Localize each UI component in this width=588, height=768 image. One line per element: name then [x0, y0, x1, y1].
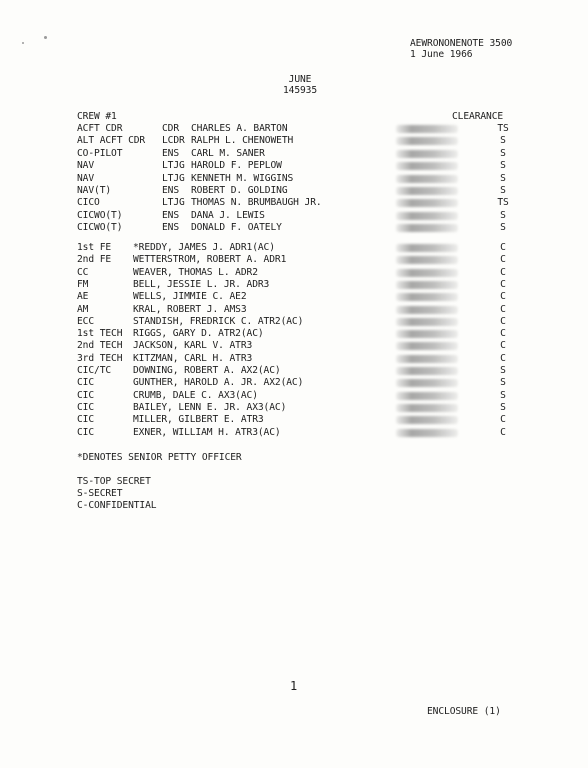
clearance-code: C [500, 266, 506, 278]
redacted-field [396, 212, 458, 220]
redacted-field [396, 244, 458, 252]
clearance-code: C [500, 242, 506, 253]
clearance-code: S [500, 160, 506, 172]
redacted-field [396, 269, 458, 277]
crew-name: ROBERT D. GOLDING [191, 185, 288, 196]
clearance-code: S [500, 377, 506, 389]
crew-billet: CIC [77, 377, 95, 389]
crew-name: WEAVER, THOMAS L. ADR2 [133, 266, 258, 278]
crew-rank: LTJG [162, 197, 185, 209]
redacted-field [396, 293, 458, 301]
redacted-field [396, 187, 458, 195]
redacted-field [396, 137, 458, 145]
redacted-field [396, 416, 458, 424]
redacted-field [396, 175, 458, 183]
crew-billet: ACFT CDR [77, 123, 123, 134]
crew-billet: CO-PILOT [77, 147, 123, 159]
crew-rank: LTJG [162, 172, 185, 184]
paper-speck [22, 42, 24, 44]
redacted-field [396, 162, 458, 170]
crew-name: STANDISH, FREDRICK C. ATR2(AC) [133, 315, 304, 327]
clearance-code: C [500, 340, 506, 352]
redacted-field [396, 281, 458, 289]
clearance-code: C [500, 291, 506, 303]
clearance-code: TS [497, 197, 509, 209]
paper-speck [44, 36, 47, 39]
crew-billet: ECC [77, 315, 95, 327]
crew-name: CHARLES A. BARTON [191, 123, 288, 134]
clearance-code: C [500, 426, 506, 438]
redacted-field [396, 256, 458, 264]
redacted-field [396, 392, 458, 400]
crew-heading: CREW #1 [77, 111, 117, 122]
crew-name: CARL M. SANER [191, 147, 265, 159]
redacted-field [396, 125, 458, 133]
clearance-code: C [500, 303, 506, 315]
redacted-field [396, 199, 458, 207]
legend-item: C-CONFIDENTIAL [77, 500, 157, 511]
clearance-code: C [500, 352, 506, 364]
crew-name: JACKSON, KARL V. ATR3 [133, 340, 253, 352]
redacted-field [396, 224, 458, 232]
crew-name: BAILEY, LENN E. JR. AX3(AC) [133, 401, 287, 413]
crew-billet: AM [77, 303, 89, 315]
clearance-code: S [500, 172, 506, 184]
crew-name: HAROLD F. PEPLOW [191, 160, 282, 172]
crew-billet: CIC [77, 389, 95, 401]
crew-billet: 2nd TECH [77, 340, 123, 352]
document-reference: AEWRONONENOTE 3500 [410, 38, 513, 49]
crew-rank: ENS [162, 185, 180, 196]
crew-name: CRUMB, DALE C. AX3(AC) [133, 389, 258, 401]
redacted-field [396, 379, 458, 387]
legend-item: S-SECRET [77, 488, 123, 499]
month-heading: JUNE [288, 74, 312, 85]
crew-name: DONALD F. OATELY [191, 222, 282, 234]
clearance-code: C [500, 414, 506, 426]
crew-billet: 3rd TECH [77, 352, 123, 364]
crew-billet: CIC/TC [77, 365, 112, 376]
crew-name: GUNTHER, HAROLD A. JR. AX2(AC) [133, 377, 304, 389]
crew-rank: ENS [162, 147, 180, 159]
clearance-code: S [500, 365, 506, 376]
crew-billet: 2nd FE [77, 254, 112, 266]
clearance-code: C [500, 328, 506, 340]
legend-item: TS-TOP SECRET [77, 476, 151, 487]
crew-name: KENNETH M. WIGGINS [191, 172, 294, 184]
crew-rank: CDR [162, 123, 180, 134]
crew-name: BELL, JESSIE L. JR. ADR3 [133, 278, 270, 290]
clearance-code: S [500, 147, 506, 159]
crew-name: WELLS, JIMMIE C. AE2 [133, 291, 247, 303]
crew-name: DANA J. LEWIS [191, 209, 265, 221]
crew-billet: NAV(T) [77, 185, 112, 196]
clearance-code: S [500, 401, 506, 413]
crew-name: KITZMAN, CARL H. ATR3 [133, 352, 253, 364]
crew-billet: 1st TECH [77, 328, 123, 340]
redacted-field [396, 429, 458, 437]
crew-rank: ENS [162, 222, 180, 234]
aircraft-number: 145935 [282, 85, 318, 96]
clearance-code: C [500, 254, 506, 266]
footnote: *DENOTES SENIOR PETTY OFFICER [77, 452, 242, 463]
redacted-field [396, 355, 458, 363]
crew-name: RALPH L. CHENOWETH [191, 135, 294, 147]
clearance-heading: CLEARANCE [452, 111, 504, 122]
crew-billet: FM [77, 278, 89, 290]
crew-billet: 1st FE [77, 242, 112, 253]
redacted-field [396, 342, 458, 350]
redacted-field [396, 318, 458, 326]
crew-billet: NAV [77, 160, 95, 172]
crew-rank: ENS [162, 209, 180, 221]
crew-billet: CIC [77, 401, 95, 413]
crew-billet: CICWO(T) [77, 209, 123, 221]
crew-name: KRAL, ROBERT J. AMS3 [133, 303, 247, 315]
crew-rank: LTJG [162, 160, 185, 172]
crew-billet: ALT ACFT CDR [77, 135, 146, 147]
crew-name: WETTERSTROM, ROBERT A. ADR1 [133, 254, 287, 266]
redacted-field [396, 367, 458, 375]
crew-billet: NAV [77, 172, 95, 184]
clearance-code: S [500, 185, 506, 196]
crew-name: THOMAS N. BRUMBAUGH JR. [191, 197, 322, 209]
clearance-code: S [500, 209, 506, 221]
redacted-field [396, 150, 458, 158]
redacted-field [396, 306, 458, 314]
clearance-code: S [500, 222, 506, 234]
clearance-code: C [500, 315, 506, 327]
crew-name: EXNER, WILLIAM H. ATR3(AC) [133, 426, 281, 438]
crew-name: RIGGS, GARY D. ATR2(AC) [133, 328, 264, 340]
page-number: 1 [290, 679, 298, 693]
crew-name: DOWNING, ROBERT A. AX2(AC) [133, 365, 281, 376]
crew-billet: CICO [77, 197, 100, 209]
crew-billet: CIC [77, 426, 95, 438]
document-date: 1 June 1966 [410, 49, 473, 60]
clearance-code: TS [497, 123, 509, 134]
redacted-field [396, 330, 458, 338]
crew-billet: AE [77, 291, 89, 303]
crew-billet: CICWO(T) [77, 222, 123, 234]
redacted-field [396, 404, 458, 412]
clearance-code: S [500, 389, 506, 401]
enclosure-label: ENCLOSURE (1) [427, 706, 501, 717]
crew-billet: CC [77, 266, 89, 278]
crew-billet: CIC [77, 414, 95, 426]
clearance-code: S [500, 135, 506, 147]
clearance-code: C [500, 278, 506, 290]
crew-name: MILLER, GILBERT E. ATR3 [133, 414, 264, 426]
crew-name: *REDDY, JAMES J. ADR1(AC) [133, 242, 275, 253]
crew-rank: LCDR [162, 135, 185, 147]
